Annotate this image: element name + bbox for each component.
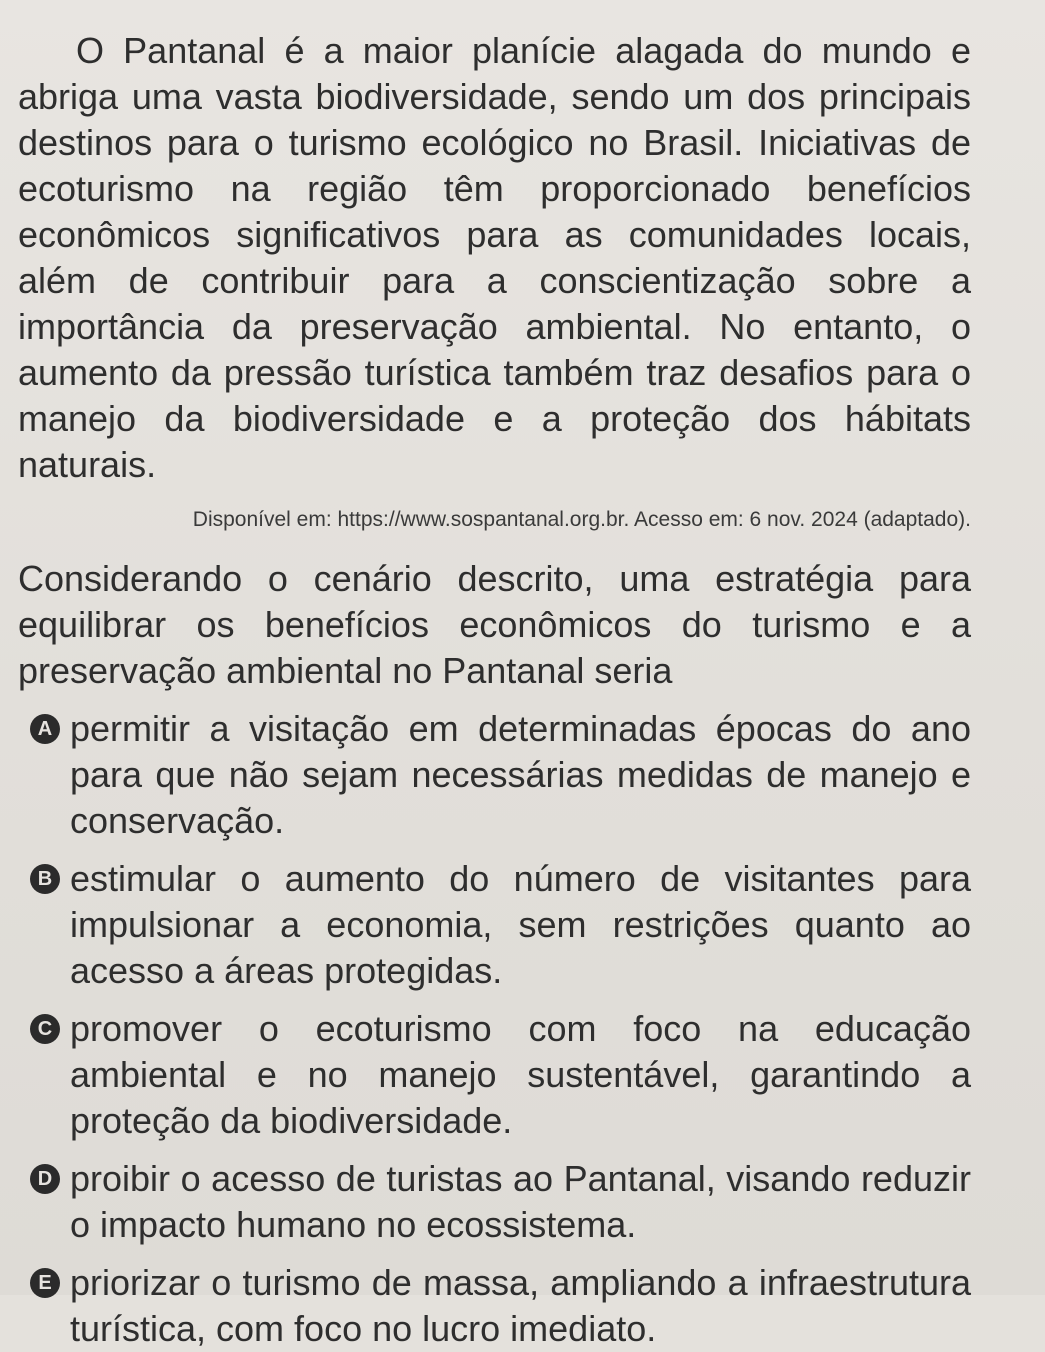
option-e[interactable] <box>18 1260 971 1352</box>
option-text: permitir a visitação em determinadas épocas do ano para que não sejam necessárias medidas de manejo e conservação. <box>70 708 971 841</box>
option-letter-badge: A <box>30 714 60 744</box>
option-letter-badge: E <box>30 1268 60 1298</box>
option-text: priorizar o turismo de massa, ampliando a infraestrutura turística, com foco no lucro imediato. <box>70 1262 971 1349</box>
option-c[interactable] <box>18 1006 971 1144</box>
option-a[interactable] <box>18 706 971 844</box>
option-letter-badge: C <box>30 1014 60 1044</box>
option-letter-badge: D <box>30 1164 60 1194</box>
option-letter-badge: B <box>30 864 60 894</box>
option-text: promover o ecoturismo com foco na educação ambiental e no manejo sustentável, garantindo a proteção da biodiversidade. <box>70 1008 971 1141</box>
answer-options <box>18 706 971 1352</box>
option-d[interactable] <box>18 1156 971 1248</box>
passage-text: O Pantanal é a maior planície alagada do mundo e abriga uma vasta biodiversidade, sendo um dos principais destinos para o turismo ecológico no Brasil. Iniciativas de ecoturismo na região têm proporcionado benefícios econômicos significativos para as comunidades locais, além de contribuir para a conscientização sobre a importância da preservação ambiental. No entanto, o aumento da pressão turística também traz desafios para o manejo da biodiversidade e a proteção dos hábitats naturais. <box>18 30 971 485</box>
option-b[interactable] <box>18 856 971 994</box>
question-stem: Considerando o cenário descrito, uma estratégia para equilibrar os benefícios econômicos do turismo e a preservação ambiental no Pantanal seria <box>18 558 971 691</box>
option-text: estimular o aumento do número de visitantes para impulsionar a economia, sem restrições quanto ao acesso a áreas protegidas. <box>70 858 971 991</box>
source-citation: Disponível em: https://www.sospantanal.org.br. Acesso em: 6 nov. 2024 (adaptado). <box>192 508 971 531</box>
option-text: proibir o acesso de turistas ao Pantanal, visando reduzir o impacto humano no ecossistema. <box>70 1158 971 1245</box>
